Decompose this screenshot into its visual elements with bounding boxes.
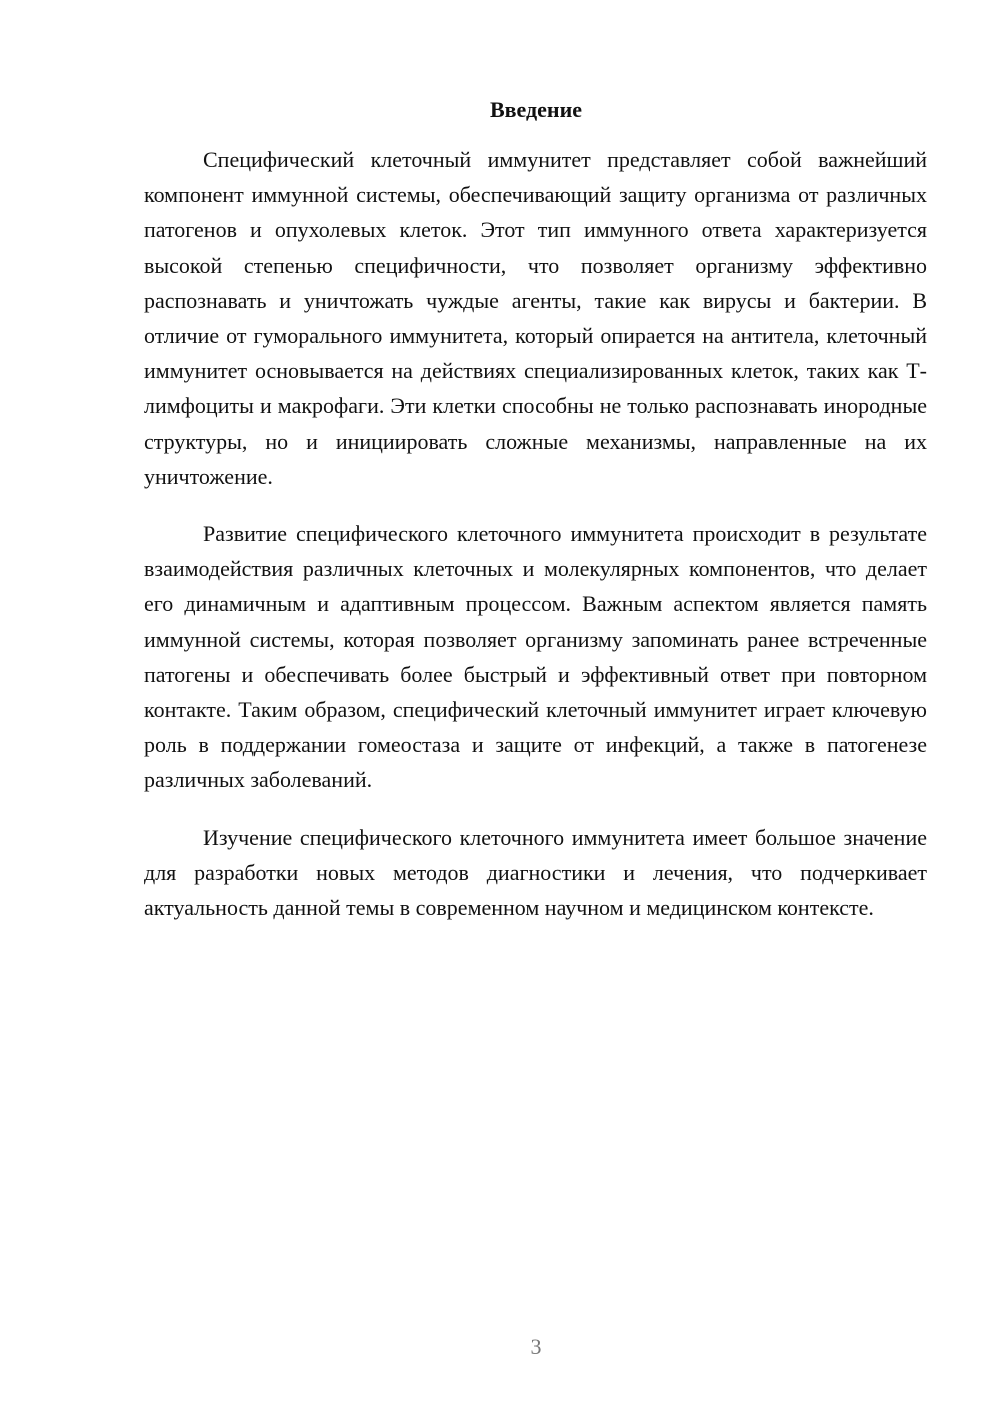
page-number: 3 — [530, 1334, 542, 1359]
paragraph-2: Развитие специфического клеточного иммунитета происходит в результате взаимодействия различных клеточных и молекулярных компонентов, что делает его динамичным и адаптивным процессом. Важным аспектом является память иммунной системы, которая позволяет организму запоминать ранее встреченные патогены и обеспечивать более быстрый и эффективный ответ при повторном контакте. Таким образом, специфический клеточный иммунитет играет ключевую роль в поддержании гомеостаза и защите от инфекций, а также в патогенезе различных заболеваний. — [144, 521, 927, 793]
section-heading: Введение — [489, 97, 583, 122]
paragraph-3: Изучение специфического клеточного иммунитета имеет большое значение для разработки новых методов диагностики и лечения, что подчеркивает актуальность данной темы в современном научном и медицинском контексте. — [144, 824, 927, 921]
paragraph-1: Специфический клеточный иммунитет представляет собой важнейший компонент иммунной системы, обеспечивающий защиту организма от различных патогенов и опухолевых клеток. Этот тип иммунного ответа характеризуется высокой степенью специфичности, что позволяет организму эффективно распознавать и уничтожать чуждые агенты, такие как вирусы и бактерии. В отличие от гуморального иммунитета, который опирается на антитела, клеточный иммунитет основывается на действиях специализированных клеток, таких как Т-лимфоциты и макрофаги. Эти клетки способны не только распознавать инородные структуры, но и инициировать сложные механизмы, направленные на их уничтожение. — [144, 147, 927, 489]
body-text — [144, 142, 927, 925]
